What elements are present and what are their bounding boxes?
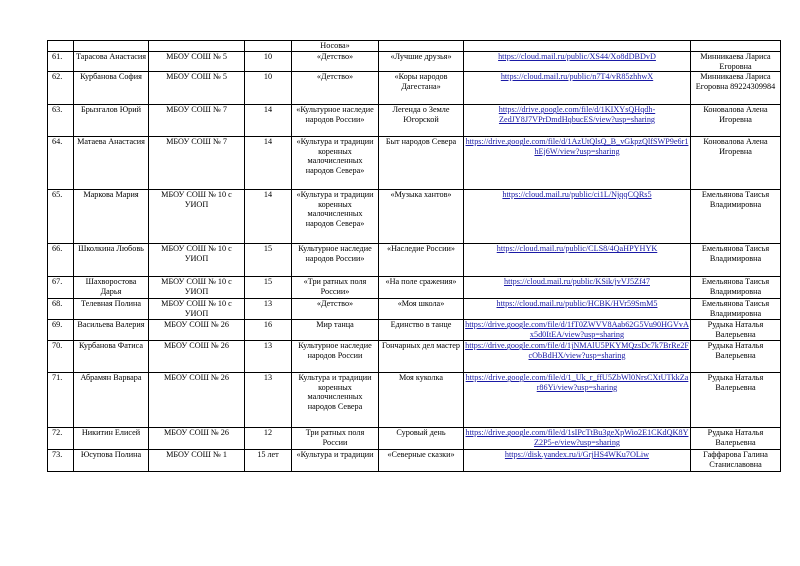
cell-age: 14 xyxy=(245,105,292,137)
cell-number: 67. xyxy=(48,277,74,299)
participants-table xyxy=(47,40,781,472)
cell-link[interactable]: https://cloud.mail.ru/public/n7T4/vR85zhhwX xyxy=(464,72,691,105)
cell-school: МБОУ СОШ № 10 с УИОП xyxy=(149,190,245,244)
cell-age: 10 xyxy=(245,72,292,105)
cell-school: МБОУ СОШ № 26 xyxy=(149,373,245,428)
cell-school: МБОУ СОШ № 5 xyxy=(149,52,245,72)
table-row xyxy=(48,52,781,72)
cell-link[interactable]: https://drive.google.com/file/d/1KIXYsQHqdh-ZedJY8J7VPrDmdHqbucES/view?usp=sharing xyxy=(464,105,691,137)
cell-nomination: Носова» xyxy=(292,41,379,52)
cell-teacher: Емельянова Таисья Владимировна xyxy=(691,299,781,320)
cell-age: 13 xyxy=(245,341,292,373)
cell-nomination: Культурное наследие народов России» xyxy=(292,244,379,277)
table-body xyxy=(48,41,781,472)
cell-teacher xyxy=(691,41,781,52)
cell-number: 61. xyxy=(48,52,74,72)
cell-number: 66. xyxy=(48,244,74,277)
cell-school xyxy=(149,41,245,52)
cell-name: Васильева Валерия xyxy=(74,320,149,341)
table-row xyxy=(48,450,781,472)
cell-age: 13 xyxy=(245,373,292,428)
cell-link[interactable]: https://drive.google.com/file/d/1_Uk_r_ffU5ZbWl0NrsCXtUTkkZar86Yi/view?usp=sharing xyxy=(464,373,691,428)
cell-nomination: «Детство» xyxy=(292,72,379,105)
table-row xyxy=(48,244,781,277)
cell-number: 65. xyxy=(48,190,74,244)
cell-school: МБОУ СОШ № 26 xyxy=(149,320,245,341)
cell-link[interactable]: https://cloud.mail.ru/public/CLS8/4QaHPYHYK xyxy=(464,244,691,277)
cell-teacher: Рудыка Наталья Валерьевна xyxy=(691,320,781,341)
cell-teacher: Коновалова Алена Игоревна xyxy=(691,105,781,137)
cell-age: 15 лет xyxy=(245,450,292,472)
cell-link[interactable]: https://cloud.mail.ru/public/KSik/jvVJ5Zf47 xyxy=(464,277,691,299)
table-row xyxy=(48,41,781,52)
cell-age: 12 xyxy=(245,428,292,450)
cell-number: 63. xyxy=(48,105,74,137)
cell-number: 68. xyxy=(48,299,74,320)
cell-title: «Музыка хантов» xyxy=(379,190,464,244)
cell-age: 16 xyxy=(245,320,292,341)
table-row xyxy=(48,428,781,450)
cell-school: МБОУ СОШ № 7 xyxy=(149,137,245,190)
cell-link[interactable]: https://disk.yandex.ru/i/GrjHS4WKu7OLiw xyxy=(464,450,691,472)
cell-title: Легенда о Земле Югорской xyxy=(379,105,464,137)
table-row xyxy=(48,299,781,320)
cell-nomination: Культура и традиции коренных малочисленных народов Севера xyxy=(292,373,379,428)
cell-age: 15 xyxy=(245,277,292,299)
table-row xyxy=(48,320,781,341)
cell-school: МБОУ СОШ № 26 xyxy=(149,428,245,450)
table-row xyxy=(48,72,781,105)
cell-title: «На поле сражения» xyxy=(379,277,464,299)
cell-title: «Северные сказки» xyxy=(379,450,464,472)
cell-teacher: Рудыка Наталья Валерьевна xyxy=(691,428,781,450)
table-row xyxy=(48,373,781,428)
cell-age: 10 xyxy=(245,52,292,72)
cell-link[interactable]: https://drive.google.com/file/d/1sIPcTtBu3geXpWio2E1CKdQK8YZ2P5-e/view?usp=sharing xyxy=(464,428,691,450)
cell-title: «Наследие России» xyxy=(379,244,464,277)
cell-school: МБОУ СОШ № 5 xyxy=(149,72,245,105)
cell-age: 14 xyxy=(245,190,292,244)
cell-name: Школкина Любовь xyxy=(74,244,149,277)
cell-number: 71. xyxy=(48,373,74,428)
cell-title: Моя куколка xyxy=(379,373,464,428)
cell-link[interactable]: https://cloud.mail.ru/public/HCBK/HVr59SmM5 xyxy=(464,299,691,320)
cell-nomination: «Детство» xyxy=(292,52,379,72)
cell-age: 15 xyxy=(245,244,292,277)
cell-name: Маркова Мария xyxy=(74,190,149,244)
table-row xyxy=(48,277,781,299)
cell-name: Абрамян Варвара xyxy=(74,373,149,428)
cell-link[interactable]: https://drive.google.com/file/d/1jNMAlU5PKYMQzsDc7k7BrRe2FcObBdHX/view?usp=sharing xyxy=(464,341,691,373)
cell-title xyxy=(379,41,464,52)
cell-nomination: «Детство» xyxy=(292,299,379,320)
cell-teacher: Минникаева Лариса Егоровна 89224309984 xyxy=(691,72,781,105)
cell-name: Никитин Елисей xyxy=(74,428,149,450)
cell-age: 13 xyxy=(245,299,292,320)
cell-link[interactable]: https://drive.google.com/file/d/1AzUtQlsQ_B_vGkpzQlfSWP9e6r1hEj6W/view?usp=sharing xyxy=(464,137,691,190)
cell-name: Телевная Полина xyxy=(74,299,149,320)
cell-title: Суровый день xyxy=(379,428,464,450)
cell-number: 62. xyxy=(48,72,74,105)
cell-title: «Коры народов Дагестана» xyxy=(379,72,464,105)
cell-school: МБОУ СОШ № 10 с УИОП xyxy=(149,244,245,277)
cell-nomination: «Культура и традиции коренных малочисленных народов Севера» xyxy=(292,137,379,190)
cell-nomination: «Культура и традиции коренных малочисленных народов Севера» xyxy=(292,190,379,244)
cell-teacher: Минникаева Лариса Егоровна xyxy=(691,52,781,72)
cell-teacher: Рудыка Наталья Валерьевна xyxy=(691,341,781,373)
cell-title: Быт народов Севера xyxy=(379,137,464,190)
cell-title: «Моя школа» xyxy=(379,299,464,320)
cell-name: Шахворостова Дарья xyxy=(74,277,149,299)
cell-age xyxy=(245,41,292,52)
table-row xyxy=(48,190,781,244)
cell-teacher: Емельянова Таисья Владимировна xyxy=(691,244,781,277)
cell-nomination: Мир танца xyxy=(292,320,379,341)
cell-number: 69. xyxy=(48,320,74,341)
cell-school: МБОУ СОШ № 26 xyxy=(149,341,245,373)
cell-name: Курбанова София xyxy=(74,72,149,105)
cell-school: МБОУ СОШ № 1 xyxy=(149,450,245,472)
cell-name: Тарасова Анастасия xyxy=(74,52,149,72)
cell-nomination: «Три ратных поля России» xyxy=(292,277,379,299)
cell-name xyxy=(74,41,149,52)
cell-teacher: Коновалова Алена Игоревна xyxy=(691,137,781,190)
cell-name: Брызгалов Юрий xyxy=(74,105,149,137)
cell-name: Матаева Анастасия xyxy=(74,137,149,190)
cell-school: МБОУ СОШ № 10 с УИОП xyxy=(149,277,245,299)
cell-link[interactable]: https://drive.google.com/file/d/1fT0ZWVV8Aab62G5Vu90HGVvAx5d0ItEA/view?usp=sharing xyxy=(465,320,689,339)
cell-teacher: Емельянова Таисья Владимировна xyxy=(691,190,781,244)
table-row xyxy=(48,137,781,190)
cell-number: 70. xyxy=(48,341,74,373)
cell-age: 14 xyxy=(245,137,292,190)
cell-title: Единство в танце xyxy=(379,320,464,341)
cell-title: «Лучшие друзья» xyxy=(379,52,464,72)
cell-number: 73. xyxy=(48,450,74,472)
cell-link[interactable] xyxy=(464,41,691,52)
cell-nomination: Три ратных поля России xyxy=(292,428,379,450)
cell-teacher: Рудыка Наталья Валерьевна xyxy=(691,373,781,428)
cell-name: Курбанова Фатиса xyxy=(74,341,149,373)
cell-school: МБОУ СОШ № 7 xyxy=(149,105,245,137)
cell-link[interactable]: https://cloud.mail.ru/public/ci1L/NjqqCQRs5 xyxy=(464,190,691,244)
cell-number xyxy=(48,41,74,52)
table-row xyxy=(48,341,781,373)
cell-nomination: «Культурное наследие народов России» xyxy=(292,105,379,137)
cell-teacher: Гаффарова Галина Станиславовна xyxy=(691,450,781,472)
cell-name: Юсупова Полина xyxy=(74,450,149,472)
cell-nomination: Культурное наследие народов России xyxy=(292,341,379,373)
cell-teacher: Емельянова Таисья Владимировна xyxy=(691,277,781,299)
cell-number: 64. xyxy=(48,137,74,190)
cell-number: 72. xyxy=(48,428,74,450)
cell-link[interactable]: https://cloud.mail.ru/public/XS44/Xo8dDBDvD xyxy=(464,52,691,72)
cell-nomination: «Культура и традиции xyxy=(292,450,379,472)
cell-title: Гончарных дел мастер xyxy=(379,341,464,373)
cell-school: МБОУ СОШ № 10 с УИОП xyxy=(149,299,245,320)
table-row xyxy=(48,105,781,137)
